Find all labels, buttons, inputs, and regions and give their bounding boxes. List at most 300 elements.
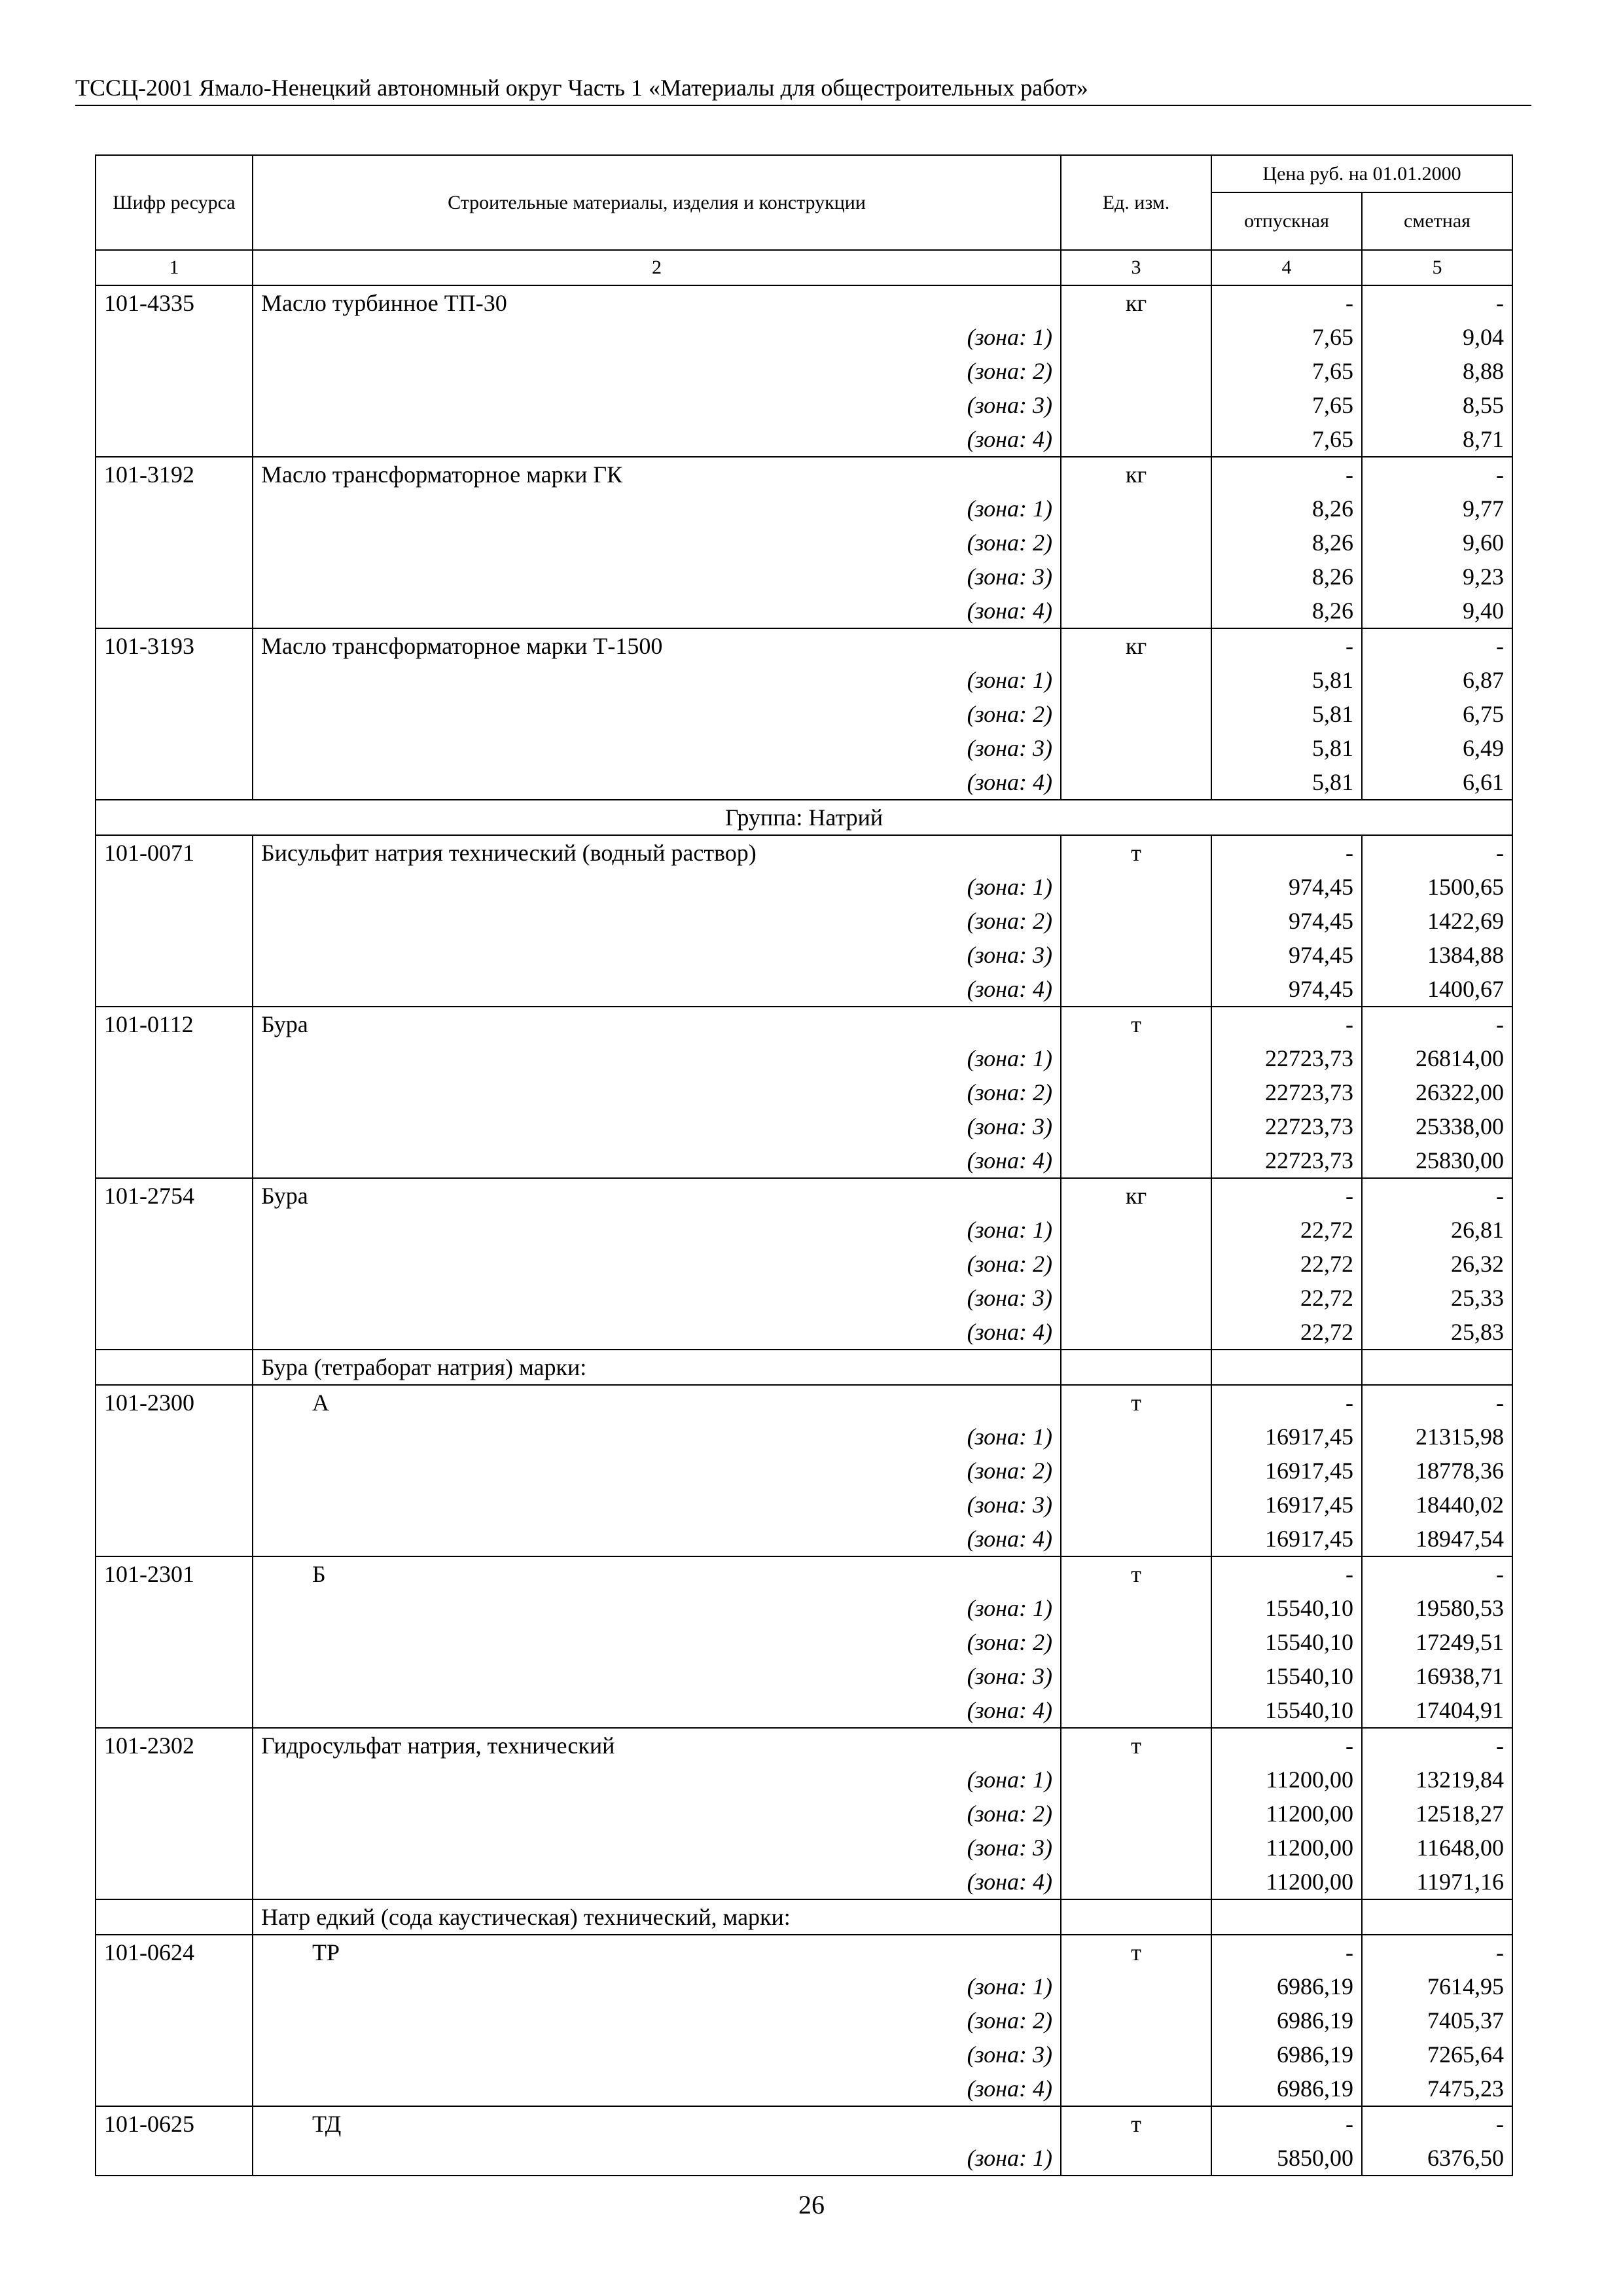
estimate-price: - bbox=[1362, 628, 1512, 663]
subheader-row bbox=[96, 1350, 1512, 1385]
zone-row bbox=[96, 354, 1512, 388]
empty-cell bbox=[96, 1693, 253, 1728]
zone-label: (зона: 2) bbox=[253, 1247, 1061, 1281]
estimate-price: - bbox=[1362, 457, 1512, 492]
table-row bbox=[96, 285, 1512, 320]
release-price: 16917,45 bbox=[1211, 1488, 1362, 1522]
zone-row bbox=[96, 2037, 1512, 2072]
estimate-price: 11648,00 bbox=[1362, 1831, 1512, 1865]
empty-cell bbox=[1061, 2037, 1211, 2072]
release-price: 11200,00 bbox=[1211, 1797, 1362, 1831]
zone-label: (зона: 1) bbox=[253, 492, 1061, 526]
empty-cell bbox=[96, 1041, 253, 1075]
empty-cell bbox=[1061, 2072, 1211, 2106]
zone-row bbox=[96, 2072, 1512, 2106]
estimate-price: 6376,50 bbox=[1362, 2141, 1512, 2176]
zone-row bbox=[96, 870, 1512, 904]
zone-label: (зона: 2) bbox=[253, 1625, 1061, 1659]
col-header-estimate-price: сметная bbox=[1362, 192, 1512, 250]
zone-row bbox=[96, 904, 1512, 938]
col-header-code: Шифр ресурса bbox=[96, 155, 253, 250]
empty-cell bbox=[96, 1625, 253, 1659]
release-price: 16917,45 bbox=[1211, 1454, 1362, 1488]
zone-row bbox=[96, 1315, 1512, 1350]
empty-cell bbox=[1211, 1899, 1362, 1935]
empty-cell bbox=[96, 388, 253, 422]
estimate-price: 17249,51 bbox=[1362, 1625, 1512, 1659]
empty-cell bbox=[96, 354, 253, 388]
zone-row bbox=[96, 765, 1512, 800]
release-price: 7,65 bbox=[1211, 422, 1362, 457]
empty-cell bbox=[1061, 697, 1211, 731]
release-price: 5850,00 bbox=[1211, 2141, 1362, 2176]
release-price: 22723,73 bbox=[1211, 1075, 1362, 1109]
unit: т bbox=[1061, 835, 1211, 870]
material-name: Масло трансформаторное марки ГК bbox=[253, 457, 1061, 492]
estimate-price: - bbox=[1362, 1935, 1512, 1969]
resource-code: 101-3193 bbox=[96, 628, 253, 663]
empty-cell bbox=[96, 2141, 253, 2176]
release-price: - bbox=[1211, 1385, 1362, 1420]
zone-label: (зона: 4) bbox=[253, 594, 1061, 628]
zone-label: (зона: 2) bbox=[253, 526, 1061, 560]
empty-cell bbox=[1061, 1213, 1211, 1247]
empty-cell bbox=[1061, 1831, 1211, 1865]
empty-cell bbox=[1061, 1522, 1211, 1556]
empty-cell bbox=[1061, 1350, 1211, 1385]
empty-cell bbox=[1061, 1247, 1211, 1281]
empty-cell bbox=[1061, 526, 1211, 560]
material-name: Бура bbox=[253, 1178, 1061, 1213]
empty-cell bbox=[96, 2003, 253, 2037]
release-price: - bbox=[1211, 457, 1362, 492]
estimate-price: 7405,37 bbox=[1362, 2003, 1512, 2037]
estimate-price: 19580,53 bbox=[1362, 1591, 1512, 1625]
zone-label: (зона: 3) bbox=[253, 560, 1061, 594]
empty-cell bbox=[96, 731, 253, 765]
estimate-price: 12518,27 bbox=[1362, 1797, 1512, 1831]
empty-cell bbox=[1061, 938, 1211, 972]
release-price: 7,65 bbox=[1211, 354, 1362, 388]
col-number: 3 bbox=[1061, 250, 1211, 285]
empty-cell bbox=[96, 765, 253, 800]
empty-cell bbox=[1211, 1350, 1362, 1385]
estimate-price: - bbox=[1362, 835, 1512, 870]
release-price: - bbox=[1211, 285, 1362, 320]
empty-cell bbox=[1061, 1454, 1211, 1488]
empty-cell bbox=[1362, 1899, 1512, 1935]
zone-row bbox=[96, 1488, 1512, 1522]
zone-label: (зона: 3) bbox=[253, 1831, 1061, 1865]
zone-row bbox=[96, 663, 1512, 697]
release-price: - bbox=[1211, 835, 1362, 870]
empty-cell bbox=[96, 1247, 253, 1281]
estimate-price: 8,88 bbox=[1362, 354, 1512, 388]
empty-cell bbox=[96, 938, 253, 972]
zone-row bbox=[96, 388, 1512, 422]
release-price: 8,26 bbox=[1211, 526, 1362, 560]
zone-label: (зона: 4) bbox=[253, 1143, 1061, 1178]
release-price: - bbox=[1211, 1007, 1362, 1041]
group-header-row bbox=[96, 800, 1512, 835]
zone-label: (зона: 1) bbox=[253, 1420, 1061, 1454]
release-price: - bbox=[1211, 1728, 1362, 1763]
zone-row bbox=[96, 2141, 1512, 2176]
estimate-price: 6,61 bbox=[1362, 765, 1512, 800]
empty-cell bbox=[96, 1315, 253, 1350]
estimate-price: 26,81 bbox=[1362, 1213, 1512, 1247]
empty-cell bbox=[1061, 1969, 1211, 2003]
zone-label: (зона: 3) bbox=[253, 1488, 1061, 1522]
release-price: 15540,10 bbox=[1211, 1659, 1362, 1693]
empty-cell bbox=[96, 1659, 253, 1693]
zone-label: (зона: 4) bbox=[253, 1865, 1061, 1899]
estimate-price: 7475,23 bbox=[1362, 2072, 1512, 2106]
empty-cell bbox=[1061, 1420, 1211, 1454]
unit: кг bbox=[1061, 628, 1211, 663]
release-price: 6986,19 bbox=[1211, 2072, 1362, 2106]
estimate-price: 26322,00 bbox=[1362, 1075, 1512, 1109]
estimate-price: 1384,88 bbox=[1362, 938, 1512, 972]
empty-cell bbox=[1061, 320, 1211, 354]
release-price: 22,72 bbox=[1211, 1315, 1362, 1350]
estimate-price: 7614,95 bbox=[1362, 1969, 1512, 2003]
empty-cell bbox=[1061, 594, 1211, 628]
zone-row bbox=[96, 972, 1512, 1007]
empty-cell bbox=[1061, 388, 1211, 422]
unit: т bbox=[1061, 1385, 1211, 1420]
estimate-price: - bbox=[1362, 2106, 1512, 2141]
zone-row bbox=[96, 422, 1512, 457]
estimate-price: 11971,16 bbox=[1362, 1865, 1512, 1899]
zone-row bbox=[96, 1625, 1512, 1659]
unit: т bbox=[1061, 1728, 1211, 1763]
unit: кг bbox=[1061, 457, 1211, 492]
estimate-price: - bbox=[1362, 1007, 1512, 1041]
unit: т bbox=[1061, 1556, 1211, 1591]
page-number: 26 bbox=[798, 2190, 825, 2219]
empty-cell bbox=[96, 1831, 253, 1865]
release-price: 6986,19 bbox=[1211, 2003, 1362, 2037]
release-price: 22,72 bbox=[1211, 1213, 1362, 1247]
release-price: 8,26 bbox=[1211, 492, 1362, 526]
release-price: 974,45 bbox=[1211, 904, 1362, 938]
subheader-name: Бура (тетраборат натрия) марки: bbox=[253, 1350, 1061, 1385]
material-name: Масло трансформаторное марки Т-1500 bbox=[253, 628, 1061, 663]
unit: кг bbox=[1061, 1178, 1211, 1213]
resource-code: 101-3192 bbox=[96, 457, 253, 492]
release-price: 22723,73 bbox=[1211, 1143, 1362, 1178]
release-price: 5,81 bbox=[1211, 731, 1362, 765]
empty-cell bbox=[1061, 1488, 1211, 1522]
estimate-price: 9,40 bbox=[1362, 594, 1512, 628]
empty-cell bbox=[1061, 1625, 1211, 1659]
empty-cell bbox=[1061, 1693, 1211, 1728]
zone-row bbox=[96, 1109, 1512, 1143]
empty-cell bbox=[96, 697, 253, 731]
empty-cell bbox=[1061, 1281, 1211, 1315]
release-price: 8,26 bbox=[1211, 594, 1362, 628]
estimate-price: 1500,65 bbox=[1362, 870, 1512, 904]
empty-cell bbox=[96, 1420, 253, 1454]
table-row bbox=[96, 1385, 1512, 1420]
empty-cell bbox=[1061, 422, 1211, 457]
resource-code: 101-2301 bbox=[96, 1556, 253, 1591]
unit: т bbox=[1061, 2106, 1211, 2141]
zone-row bbox=[96, 1693, 1512, 1728]
release-price: - bbox=[1211, 1178, 1362, 1213]
estimate-price: 18440,02 bbox=[1362, 1488, 1512, 1522]
zone-label: (зона: 1) bbox=[253, 1041, 1061, 1075]
release-price: - bbox=[1211, 1556, 1362, 1591]
estimate-price: 17404,91 bbox=[1362, 1693, 1512, 1728]
zone-label: (зона: 1) bbox=[253, 870, 1061, 904]
zone-row bbox=[96, 2003, 1512, 2037]
col-header-release-price: отпускная bbox=[1211, 192, 1362, 250]
zone-row bbox=[96, 526, 1512, 560]
empty-cell bbox=[96, 1454, 253, 1488]
empty-cell bbox=[1061, 1143, 1211, 1178]
estimate-price: 1422,69 bbox=[1362, 904, 1512, 938]
release-price: 5,81 bbox=[1211, 765, 1362, 800]
group-title: Группа: Натрий bbox=[96, 800, 1512, 835]
zone-label: (зона: 1) bbox=[253, 1969, 1061, 2003]
release-price: - bbox=[1211, 2106, 1362, 2141]
empty-cell bbox=[1061, 492, 1211, 526]
empty-cell bbox=[1061, 1899, 1211, 1935]
table-row bbox=[96, 457, 1512, 492]
estimate-price: - bbox=[1362, 1556, 1512, 1591]
empty-cell bbox=[96, 904, 253, 938]
estimate-price: 25830,00 bbox=[1362, 1143, 1512, 1178]
zone-label: (зона: 1) bbox=[253, 1213, 1061, 1247]
zone-row bbox=[96, 1969, 1512, 2003]
empty-cell bbox=[1061, 870, 1211, 904]
empty-cell bbox=[96, 2037, 253, 2072]
zone-label: (зона: 1) bbox=[253, 2141, 1061, 2176]
estimate-price: 9,60 bbox=[1362, 526, 1512, 560]
col-number: 2 bbox=[253, 250, 1061, 285]
zone-label: (зона: 2) bbox=[253, 354, 1061, 388]
empty-cell bbox=[1061, 1075, 1211, 1109]
unit: кг bbox=[1061, 285, 1211, 320]
zone-label: (зона: 2) bbox=[253, 2003, 1061, 2037]
empty-cell bbox=[1061, 1659, 1211, 1693]
empty-cell bbox=[96, 594, 253, 628]
col-number: 1 bbox=[96, 250, 253, 285]
empty-cell bbox=[96, 320, 253, 354]
zone-label: (зона: 1) bbox=[253, 663, 1061, 697]
empty-cell bbox=[96, 526, 253, 560]
estimate-price: 6,49 bbox=[1362, 731, 1512, 765]
release-price: 8,26 bbox=[1211, 560, 1362, 594]
zone-label: (зона: 2) bbox=[253, 697, 1061, 731]
estimate-price: 9,04 bbox=[1362, 320, 1512, 354]
zone-row bbox=[96, 1763, 1512, 1797]
table-row bbox=[96, 2106, 1512, 2141]
table-row bbox=[96, 835, 1512, 870]
empty-cell bbox=[1061, 765, 1211, 800]
empty-cell bbox=[96, 972, 253, 1007]
resource-code: 101-2300 bbox=[96, 1385, 253, 1420]
col-header-unit: Ед. изм. bbox=[1061, 155, 1211, 250]
material-name: А bbox=[253, 1385, 1061, 1420]
empty-cell bbox=[1061, 560, 1211, 594]
zone-row bbox=[96, 697, 1512, 731]
material-name: ТР bbox=[253, 1935, 1061, 1969]
table-body bbox=[96, 285, 1512, 2176]
table-row bbox=[96, 1728, 1512, 1763]
release-price: 15540,10 bbox=[1211, 1591, 1362, 1625]
zone-label: (зона: 3) bbox=[253, 731, 1061, 765]
zone-row bbox=[96, 938, 1512, 972]
empty-cell bbox=[1362, 1350, 1512, 1385]
zone-label: (зона: 1) bbox=[253, 1591, 1061, 1625]
estimate-price: 13219,84 bbox=[1362, 1763, 1512, 1797]
empty-cell bbox=[1061, 1041, 1211, 1075]
estimate-price: 6,75 bbox=[1362, 697, 1512, 731]
zone-row bbox=[96, 1831, 1512, 1865]
estimate-price: 25338,00 bbox=[1362, 1109, 1512, 1143]
col-header-name: Строительные материалы, изделия и конструкции bbox=[253, 155, 1061, 250]
empty-cell bbox=[96, 492, 253, 526]
material-name: ТД bbox=[253, 2106, 1061, 2141]
zone-row bbox=[96, 560, 1512, 594]
zone-label: (зона: 2) bbox=[253, 904, 1061, 938]
zone-label: (зона: 3) bbox=[253, 1109, 1061, 1143]
release-price: 974,45 bbox=[1211, 938, 1362, 972]
release-price: 6986,19 bbox=[1211, 2037, 1362, 2072]
zone-label: (зона: 3) bbox=[253, 1281, 1061, 1315]
empty-cell bbox=[1061, 1315, 1211, 1350]
material-name: Бура bbox=[253, 1007, 1061, 1041]
estimate-price: - bbox=[1362, 285, 1512, 320]
estimate-price: 9,77 bbox=[1362, 492, 1512, 526]
zone-label: (зона: 3) bbox=[253, 1659, 1061, 1693]
estimate-price: 18947,54 bbox=[1362, 1522, 1512, 1556]
release-price: 6986,19 bbox=[1211, 1969, 1362, 2003]
zone-row bbox=[96, 1522, 1512, 1556]
empty-cell bbox=[96, 560, 253, 594]
zone-row bbox=[96, 1213, 1512, 1247]
zone-row bbox=[96, 1659, 1512, 1693]
release-price: 7,65 bbox=[1211, 320, 1362, 354]
zone-row bbox=[96, 1454, 1512, 1488]
empty-cell bbox=[96, 1075, 253, 1109]
empty-cell bbox=[1061, 1591, 1211, 1625]
material-name: Масло турбинное ТП-30 bbox=[253, 285, 1061, 320]
empty-cell bbox=[96, 1488, 253, 1522]
zone-row bbox=[96, 1143, 1512, 1178]
estimate-price: 7265,64 bbox=[1362, 2037, 1512, 2072]
unit: т bbox=[1061, 1935, 1211, 1969]
col-header-price: Цена руб. на 01.01.2000 bbox=[1211, 155, 1512, 192]
empty-cell bbox=[1061, 904, 1211, 938]
estimate-price: 1400,67 bbox=[1362, 972, 1512, 1007]
release-price: 974,45 bbox=[1211, 972, 1362, 1007]
zone-row bbox=[96, 1075, 1512, 1109]
zone-label: (зона: 4) bbox=[253, 1522, 1061, 1556]
material-name: Б bbox=[253, 1556, 1061, 1591]
table-row bbox=[96, 1178, 1512, 1213]
zone-row bbox=[96, 1420, 1512, 1454]
zone-label: (зона: 1) bbox=[253, 320, 1061, 354]
empty-cell bbox=[96, 422, 253, 457]
empty-cell bbox=[1061, 2141, 1211, 2176]
empty-cell bbox=[1061, 354, 1211, 388]
price-table bbox=[95, 154, 1513, 2176]
release-price: 15540,10 bbox=[1211, 1693, 1362, 1728]
estimate-price: - bbox=[1362, 1178, 1512, 1213]
empty-cell bbox=[96, 1591, 253, 1625]
estimate-price: 26814,00 bbox=[1362, 1041, 1512, 1075]
estimate-price: 8,71 bbox=[1362, 422, 1512, 457]
release-price: 16917,45 bbox=[1211, 1420, 1362, 1454]
zone-label: (зона: 2) bbox=[253, 1454, 1061, 1488]
empty-cell bbox=[96, 1213, 253, 1247]
table-row bbox=[96, 1935, 1512, 1969]
zone-label: (зона: 4) bbox=[253, 972, 1061, 1007]
zone-label: (зона: 4) bbox=[253, 422, 1061, 457]
empty-cell bbox=[1061, 663, 1211, 697]
empty-cell bbox=[96, 1797, 253, 1831]
empty-cell bbox=[96, 1143, 253, 1178]
release-price: - bbox=[1211, 1935, 1362, 1969]
empty-cell bbox=[96, 1281, 253, 1315]
empty-cell bbox=[96, 1969, 253, 2003]
empty-cell bbox=[96, 663, 253, 697]
resource-code: 101-0625 bbox=[96, 2106, 253, 2141]
zone-label: (зона: 3) bbox=[253, 388, 1061, 422]
estimate-price: 6,87 bbox=[1362, 663, 1512, 697]
empty-cell bbox=[96, 2072, 253, 2106]
release-price: 5,81 bbox=[1211, 663, 1362, 697]
release-price: 11200,00 bbox=[1211, 1831, 1362, 1865]
empty-cell bbox=[96, 1109, 253, 1143]
release-price: 974,45 bbox=[1211, 870, 1362, 904]
zone-row bbox=[96, 594, 1512, 628]
resource-code: 101-4335 bbox=[96, 285, 253, 320]
zone-row bbox=[96, 1797, 1512, 1831]
page-header: ТССЦ-2001 Ямало-Ненецкий автономный округ Часть 1 «Материалы для общестроительных работ» bbox=[75, 73, 1531, 106]
empty-cell bbox=[96, 870, 253, 904]
release-price: - bbox=[1211, 628, 1362, 663]
material-name: Гидросульфат натрия, технический bbox=[253, 1728, 1061, 1763]
zone-row bbox=[96, 731, 1512, 765]
empty-cell bbox=[96, 1865, 253, 1899]
zone-label: (зона: 4) bbox=[253, 765, 1061, 800]
release-price: 5,81 bbox=[1211, 697, 1362, 731]
estimate-price: 26,32 bbox=[1362, 1247, 1512, 1281]
release-price: 22,72 bbox=[1211, 1281, 1362, 1315]
release-price: 11200,00 bbox=[1211, 1763, 1362, 1797]
subheader-name: Натр едкий (сода каустическая) технический, марки: bbox=[253, 1899, 1061, 1935]
estimate-price: 18778,36 bbox=[1362, 1454, 1512, 1488]
empty-cell bbox=[96, 1522, 253, 1556]
empty-cell bbox=[1061, 1865, 1211, 1899]
estimate-price: - bbox=[1362, 1728, 1512, 1763]
estimate-price: 8,55 bbox=[1362, 388, 1512, 422]
zone-label: (зона: 4) bbox=[253, 1693, 1061, 1728]
column-number-row bbox=[96, 250, 1512, 285]
zone-row bbox=[96, 492, 1512, 526]
release-price: 15540,10 bbox=[1211, 1625, 1362, 1659]
resource-code: 101-2754 bbox=[96, 1178, 253, 1213]
estimate-price: 25,33 bbox=[1362, 1281, 1512, 1315]
zone-label: (зона: 4) bbox=[253, 2072, 1061, 2106]
release-price: 11200,00 bbox=[1211, 1865, 1362, 1899]
estimate-price: 9,23 bbox=[1362, 560, 1512, 594]
